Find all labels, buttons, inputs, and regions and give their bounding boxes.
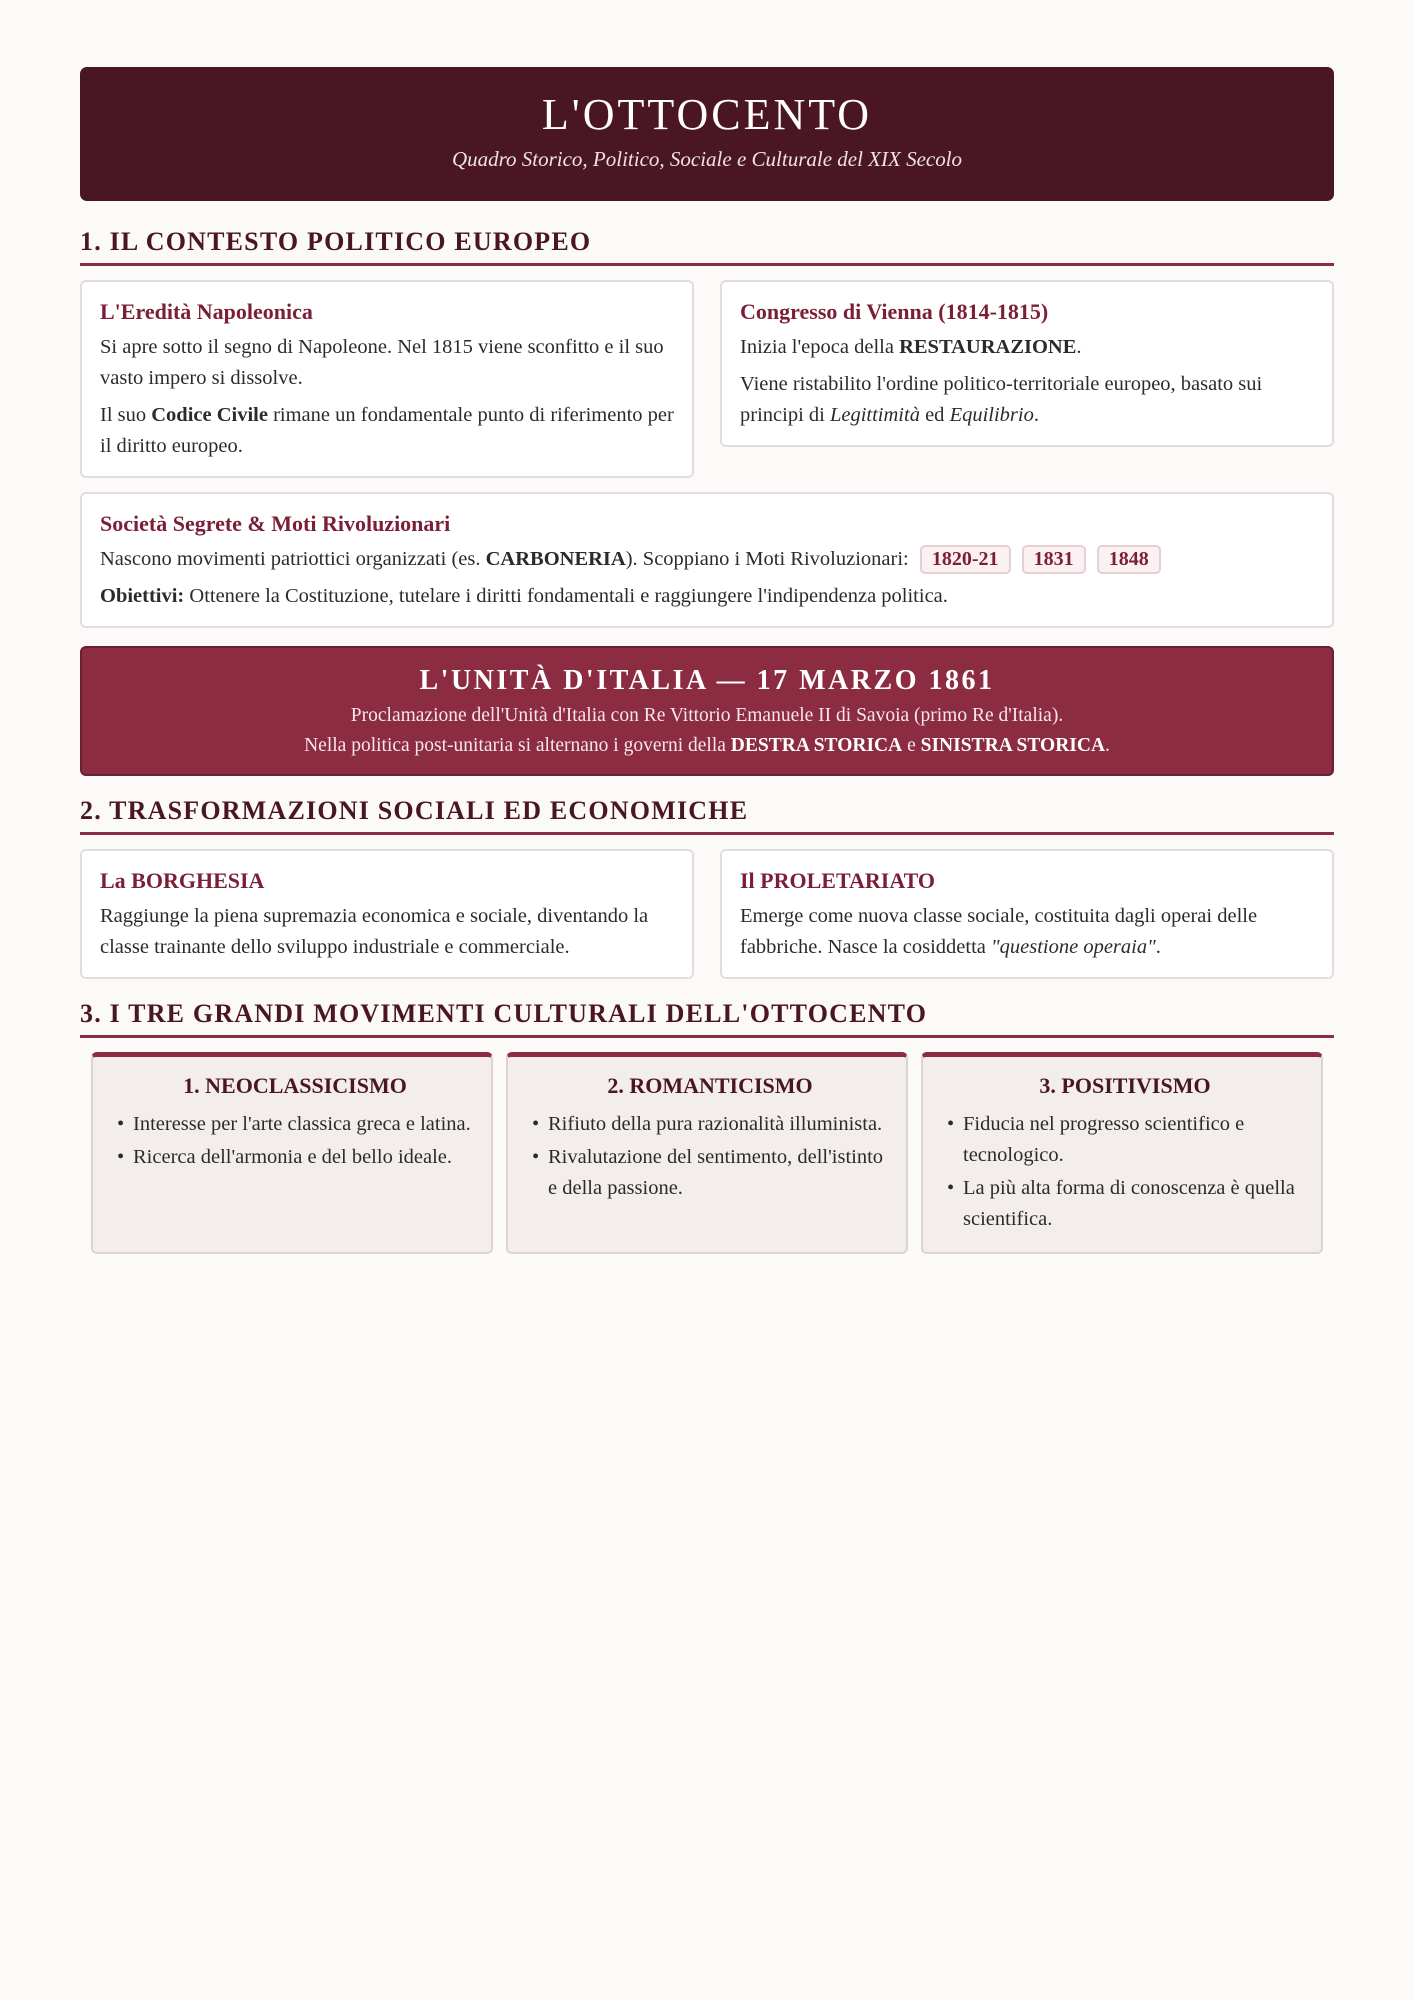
title-banner bbox=[80, 67, 1334, 201]
list-item: • La più alta forma di conoscenza è quella scientifica. bbox=[947, 1173, 1303, 1235]
card-napoleon-title: L'Eredità Napoleonica bbox=[100, 299, 313, 324]
card-societies-text-2 bbox=[100, 581, 1314, 612]
year-badge: 1820-21 bbox=[920, 545, 1011, 574]
unity-banner bbox=[80, 646, 1334, 776]
text-fragment: Viene ristabilito l'ordine politico-territoriale europeo, basato sui principi di bbox=[740, 373, 1263, 426]
card-proletariato-text bbox=[740, 901, 1314, 963]
movement-points bbox=[532, 1109, 888, 1204]
legittimita-italic: Legittimità bbox=[829, 404, 920, 426]
text-fragment: rimane un fondamentale punto di riferimento per il diritto europeo. bbox=[100, 404, 674, 457]
page-title: L'OTTOCENTO bbox=[541, 90, 873, 139]
movement-card-neoclassicismo bbox=[91, 1052, 493, 1254]
card-proletariato bbox=[720, 849, 1334, 979]
codice-civile-bold: Codice Civile bbox=[151, 404, 268, 426]
movements-row bbox=[80, 1052, 1334, 1254]
section-2-row bbox=[80, 849, 1334, 979]
card-societies-title: Società Segrete & Moti Rivoluzionari bbox=[100, 511, 451, 536]
list-item: • Interesse per l'arte classica greca e latina. bbox=[117, 1109, 473, 1140]
card-napoleon bbox=[80, 280, 694, 478]
text-fragment: Nascono movimenti patriottici organizzati (es. bbox=[100, 548, 486, 570]
text-fragment: . bbox=[1155, 936, 1161, 958]
card-proletariato-title: Il PROLETARIATO bbox=[740, 868, 935, 893]
section-2-title: 2. TRASFORMAZIONI SOCIALI ED ECONOMICHE bbox=[80, 796, 1334, 835]
card-borghesia-title: La BORGHESIA bbox=[100, 868, 265, 893]
text-fragment: ed bbox=[919, 404, 950, 426]
restaurazione-bold: RESTAURAZIONE bbox=[899, 336, 1077, 358]
text-fragment: . bbox=[1033, 404, 1039, 426]
section-1-row bbox=[80, 280, 1334, 478]
text-fragment: . bbox=[1105, 735, 1110, 756]
questione-operaia-italic: "questione operaia" bbox=[991, 936, 1156, 958]
text-fragment: Emerge come nuova classe sociale, costituita dagli operai delle fabbriche. Nasce la cosiddetta bbox=[740, 905, 1258, 958]
card-vienna bbox=[720, 280, 1334, 447]
year-badge: 1831 bbox=[1022, 545, 1086, 574]
text-fragment: Ottenere la Costituzione, tutelare i diritti fondamentali e raggiungere l'indipendenza politica. bbox=[184, 585, 948, 607]
card-vienna-title: Congresso di Vienna (1814-1815) bbox=[740, 299, 1049, 324]
section-1-title: 1. IL CONTESTO POLITICO EUROPEO bbox=[80, 227, 1334, 266]
content-wrapper bbox=[80, 67, 1334, 1254]
list-item: • Ricerca dell'armonia e del bello ideale. bbox=[117, 1142, 473, 1173]
text-fragment: ). Scoppiano i Moti Rivoluzionari: bbox=[625, 548, 909, 570]
year-badge: 1848 bbox=[1097, 545, 1161, 574]
movement-card-romanticismo bbox=[506, 1052, 908, 1254]
sinistra-storica-bold: SINISTRA STORICA bbox=[920, 735, 1106, 756]
text-fragment: Nella politica post-unitaria si alternano i governi della bbox=[304, 735, 731, 756]
card-vienna-text-2 bbox=[740, 369, 1314, 431]
text-fragment: e bbox=[902, 735, 921, 756]
movement-card-positivismo bbox=[921, 1052, 1323, 1254]
card-napoleon-text-2 bbox=[100, 400, 674, 462]
list-item: • Fiducia nel progresso scientifico e tecnologico. bbox=[947, 1109, 1303, 1171]
movement-title: 3. POSITIVISMO bbox=[1039, 1073, 1211, 1098]
card-borghesia bbox=[80, 849, 694, 979]
list-item: • Rivalutazione del sentimento, dell'istinto e della passione. bbox=[532, 1142, 888, 1204]
destra-storica-bold: DESTRA STORICA bbox=[730, 735, 903, 756]
text-fragment: . bbox=[1076, 336, 1082, 358]
card-borghesia-text: Raggiunge la piena supremazia economica e sociale, diventando la classe trainante dello sviluppo industriale e commerciale. bbox=[100, 905, 649, 958]
list-item: • Rifiuto della pura razionalità illuminista. bbox=[532, 1109, 888, 1140]
text-fragment: Il suo bbox=[100, 404, 152, 426]
movement-points bbox=[117, 1109, 473, 1173]
text-fragment: Inizia l'epoca della bbox=[740, 336, 900, 358]
movement-title: 1. NEOCLASSICISMO bbox=[183, 1073, 407, 1098]
movement-points bbox=[947, 1109, 1303, 1235]
obiettivi-label: Obiettivi: bbox=[100, 585, 185, 607]
carboneria-bold: CARBONERIA bbox=[485, 548, 626, 570]
card-vienna-text-1 bbox=[740, 332, 1314, 363]
section-3-title: 3. I TRE GRANDI MOVIMENTI CULTURALI DELL'OTTOCENTO bbox=[80, 999, 1334, 1038]
equilibrio-italic: Equilibrio bbox=[949, 404, 1034, 426]
movement-title: 2. ROMANTICISMO bbox=[607, 1073, 813, 1098]
card-societies-text-1 bbox=[100, 544, 1314, 575]
card-societies bbox=[80, 492, 1334, 628]
unity-line-1: Proclamazione dell'Unità d'Italia con Re Vittorio Emanuele II di Savoia (primo Re d'Italia). bbox=[350, 705, 1064, 726]
unity-line-2 bbox=[82, 731, 1332, 761]
unity-title: L'UNITÀ D'ITALIA — 17 MARZO 1861 bbox=[419, 665, 995, 696]
card-napoleon-text-1: Si apre sotto il segno di Napoleone. Nel 1815 viene sconfitto e il suo vasto impero si dissolve. bbox=[100, 336, 664, 389]
page-subtitle: Quadro Storico, Politico, Sociale e Culturale del XIX Secolo bbox=[451, 147, 963, 171]
